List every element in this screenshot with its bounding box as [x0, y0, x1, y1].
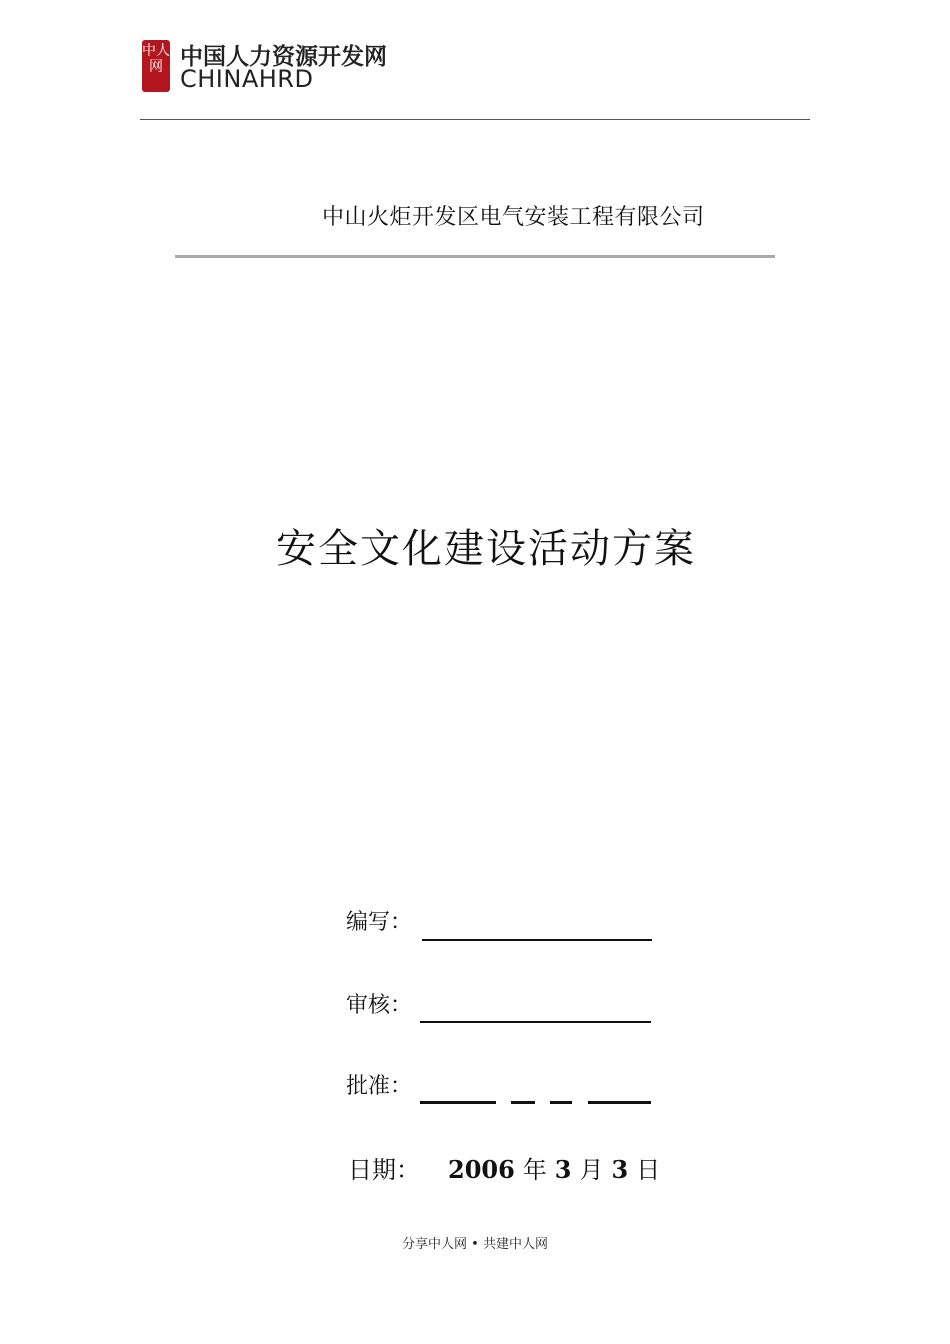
- author-label: 编写：: [346, 910, 413, 935]
- date-day-unit: 日: [636, 1156, 661, 1184]
- logo-seal-icon: 中人网: [142, 40, 170, 92]
- header-divider: [140, 119, 810, 120]
- approve-signature-line-segment: [550, 1101, 572, 1104]
- date-day: 3: [611, 1155, 629, 1184]
- date-row: [348, 1150, 660, 1185]
- author-signature-line: [422, 939, 652, 941]
- logo-name-en: CHINAHRD: [180, 65, 314, 93]
- approve-row: [346, 1069, 412, 1100]
- date-year-unit: 年: [522, 1156, 547, 1184]
- author-row: [346, 905, 412, 936]
- date-year: 2006: [448, 1155, 515, 1184]
- approve-signature-line-segment: [420, 1101, 496, 1104]
- document-title: 安全文化建设活动方案: [276, 526, 696, 572]
- date-month: 3: [554, 1155, 572, 1184]
- chinahrd-logo: [142, 38, 402, 94]
- date-month-unit: 月: [579, 1156, 604, 1184]
- review-label: 审核：: [346, 993, 413, 1018]
- company-name: 中山火炬开发区电气安装工程有限公司: [322, 205, 705, 230]
- company-divider: [175, 255, 775, 258]
- review-row: [346, 988, 412, 1019]
- approve-label: 批准：: [346, 1074, 413, 1099]
- review-signature-line: [420, 1021, 651, 1023]
- approve-signature-line-segment: [588, 1101, 651, 1104]
- approve-signature-line-segment: [511, 1101, 535, 1104]
- date-label: 日期：: [348, 1156, 420, 1184]
- footer-slogan: 分享中人网 • 共建中人网: [402, 1237, 548, 1252]
- logo-name-cn: 中国人力资源开发网: [180, 44, 387, 70]
